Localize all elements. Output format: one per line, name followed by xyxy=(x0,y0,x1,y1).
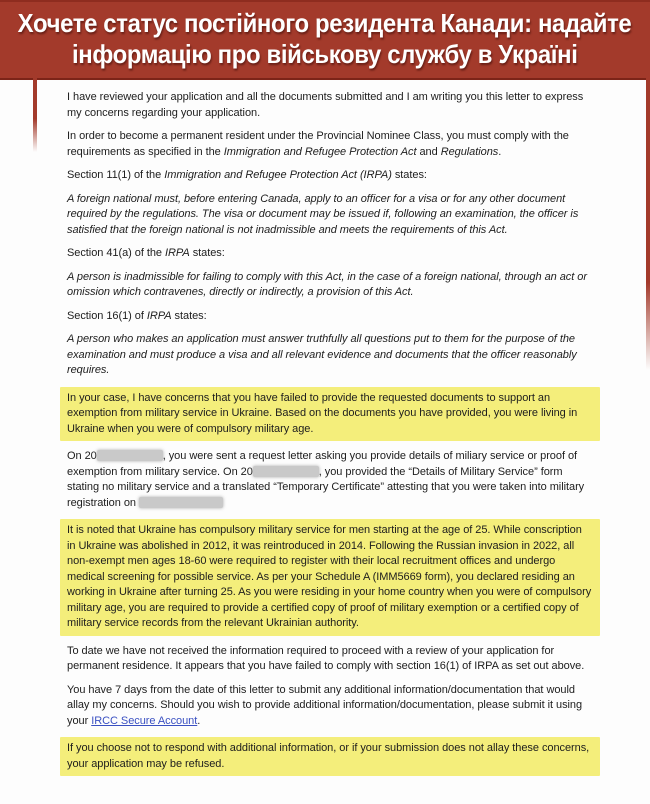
paragraph: Section 41(a) of the IRPA states: xyxy=(67,247,225,259)
ircc-secure-account-link[interactable]: IRCC Secure Account xyxy=(91,714,198,727)
redaction-box xyxy=(253,466,319,477)
redaction-box xyxy=(97,450,163,461)
paragraph: On 20 , you were sent a request letter asking you provide details of miliary service or proof of exemption from military service. On 20 , you provided the “Details of Military Service” form stating no military service and a translated “Temporary Certificate” attesting that you were taken into military registration on xyxy=(67,450,585,509)
italic-text: IRPA xyxy=(146,309,172,322)
paragraph: Section 11(1) of the Immigration and Refugee Protection Act (IRPA) states: xyxy=(67,169,427,181)
paragraph: You have 7 days from the date of this letter to submit any additional information/documentation that would allay my concerns. Should you wish to provide additional information/documentation, please submit it using your IRCC Secure Account. xyxy=(67,683,583,727)
italic-text: IRPA xyxy=(165,247,190,259)
quote-paragraph: A person who makes an application must answer truthfully all questions put to them for the purpose of the examination and must produce a visa and all relevant evidence and documents that the officer reasonably requires. xyxy=(67,333,577,376)
italic-text: Immigration and Refugee Protection Act xyxy=(223,145,417,158)
paragraph: To date we have not received the information required to proceed with a review of your application for permanent residence. It appears that you have failed to comply with section 16(1) of IRPA as set out above. xyxy=(67,644,585,672)
quote-paragraph: A foreign national must, before entering Canada, apply to an officer for a visa or for any other document required by the regulations. The visa or document may be issued if, following an examination, the officer is satisfied that the foreign national is not inadmissible and meets the requirements of this Act. xyxy=(67,192,579,236)
headline-banner xyxy=(0,0,650,80)
italic-text: Immigration and Refugee Protection Act (IRPA) xyxy=(164,169,392,181)
highlighted-paragraph: If you choose not to respond with additional information, or if your submission does not allay these concerns, your application may be refused. xyxy=(60,737,600,776)
redaction-box xyxy=(139,497,223,508)
highlighted-paragraph: It is noted that Ukraine has compulsory military service for men starting at the age of 25. While conscription in Ukraine was abolished in 2012, it was reintroduced in 2014. Following the Russian invasion in 2022, all non-exempt men ages 18-60 were required to register with their local recruitment offices and undergo medical screening for possible service. As per your Schedule A (IMM5669 form), you declared residing an working in Ukraine after turning 25. As you were residing in your home country when you were of compulsory military age, you are required to provide a certified copy of proof of military exemption or a certified copy of military service records from the relevant Ukrainian authority. xyxy=(60,519,600,636)
banner-title-line2: інформацію про військову службу в Україні xyxy=(72,39,578,69)
highlighted-paragraph: In your case, I have concerns that you have failed to provide the requested documents to support an exemption from military service in Ukraine. Based on the documents you have provided, you were living in Ukraine when you were of compulsory military age. xyxy=(60,387,600,442)
quote-paragraph: A person is inadmissible for failing to comply with this Act, in the case of a foreign national, through an act or omission which contravenes, directly or indirectly, a provision of this Act. xyxy=(67,270,587,298)
paragraph: In order to become a permanent resident under the Provincial Nominee Class, you must comply with the requirements as specified in the Immigration and Refugee Protection Act and Regulations. xyxy=(67,130,569,158)
letter-body xyxy=(0,80,650,776)
banner-title-line1: Хочете статус постійного резидента Канади: надайте xyxy=(18,8,632,38)
paragraph: Section 16(1) of IRPA states: xyxy=(67,309,207,322)
paragraph: I have reviewed your application and all the documents submitted and I am writing you this letter to express my concerns regarding your application. xyxy=(67,91,584,119)
italic-text: Regulations xyxy=(440,145,499,158)
